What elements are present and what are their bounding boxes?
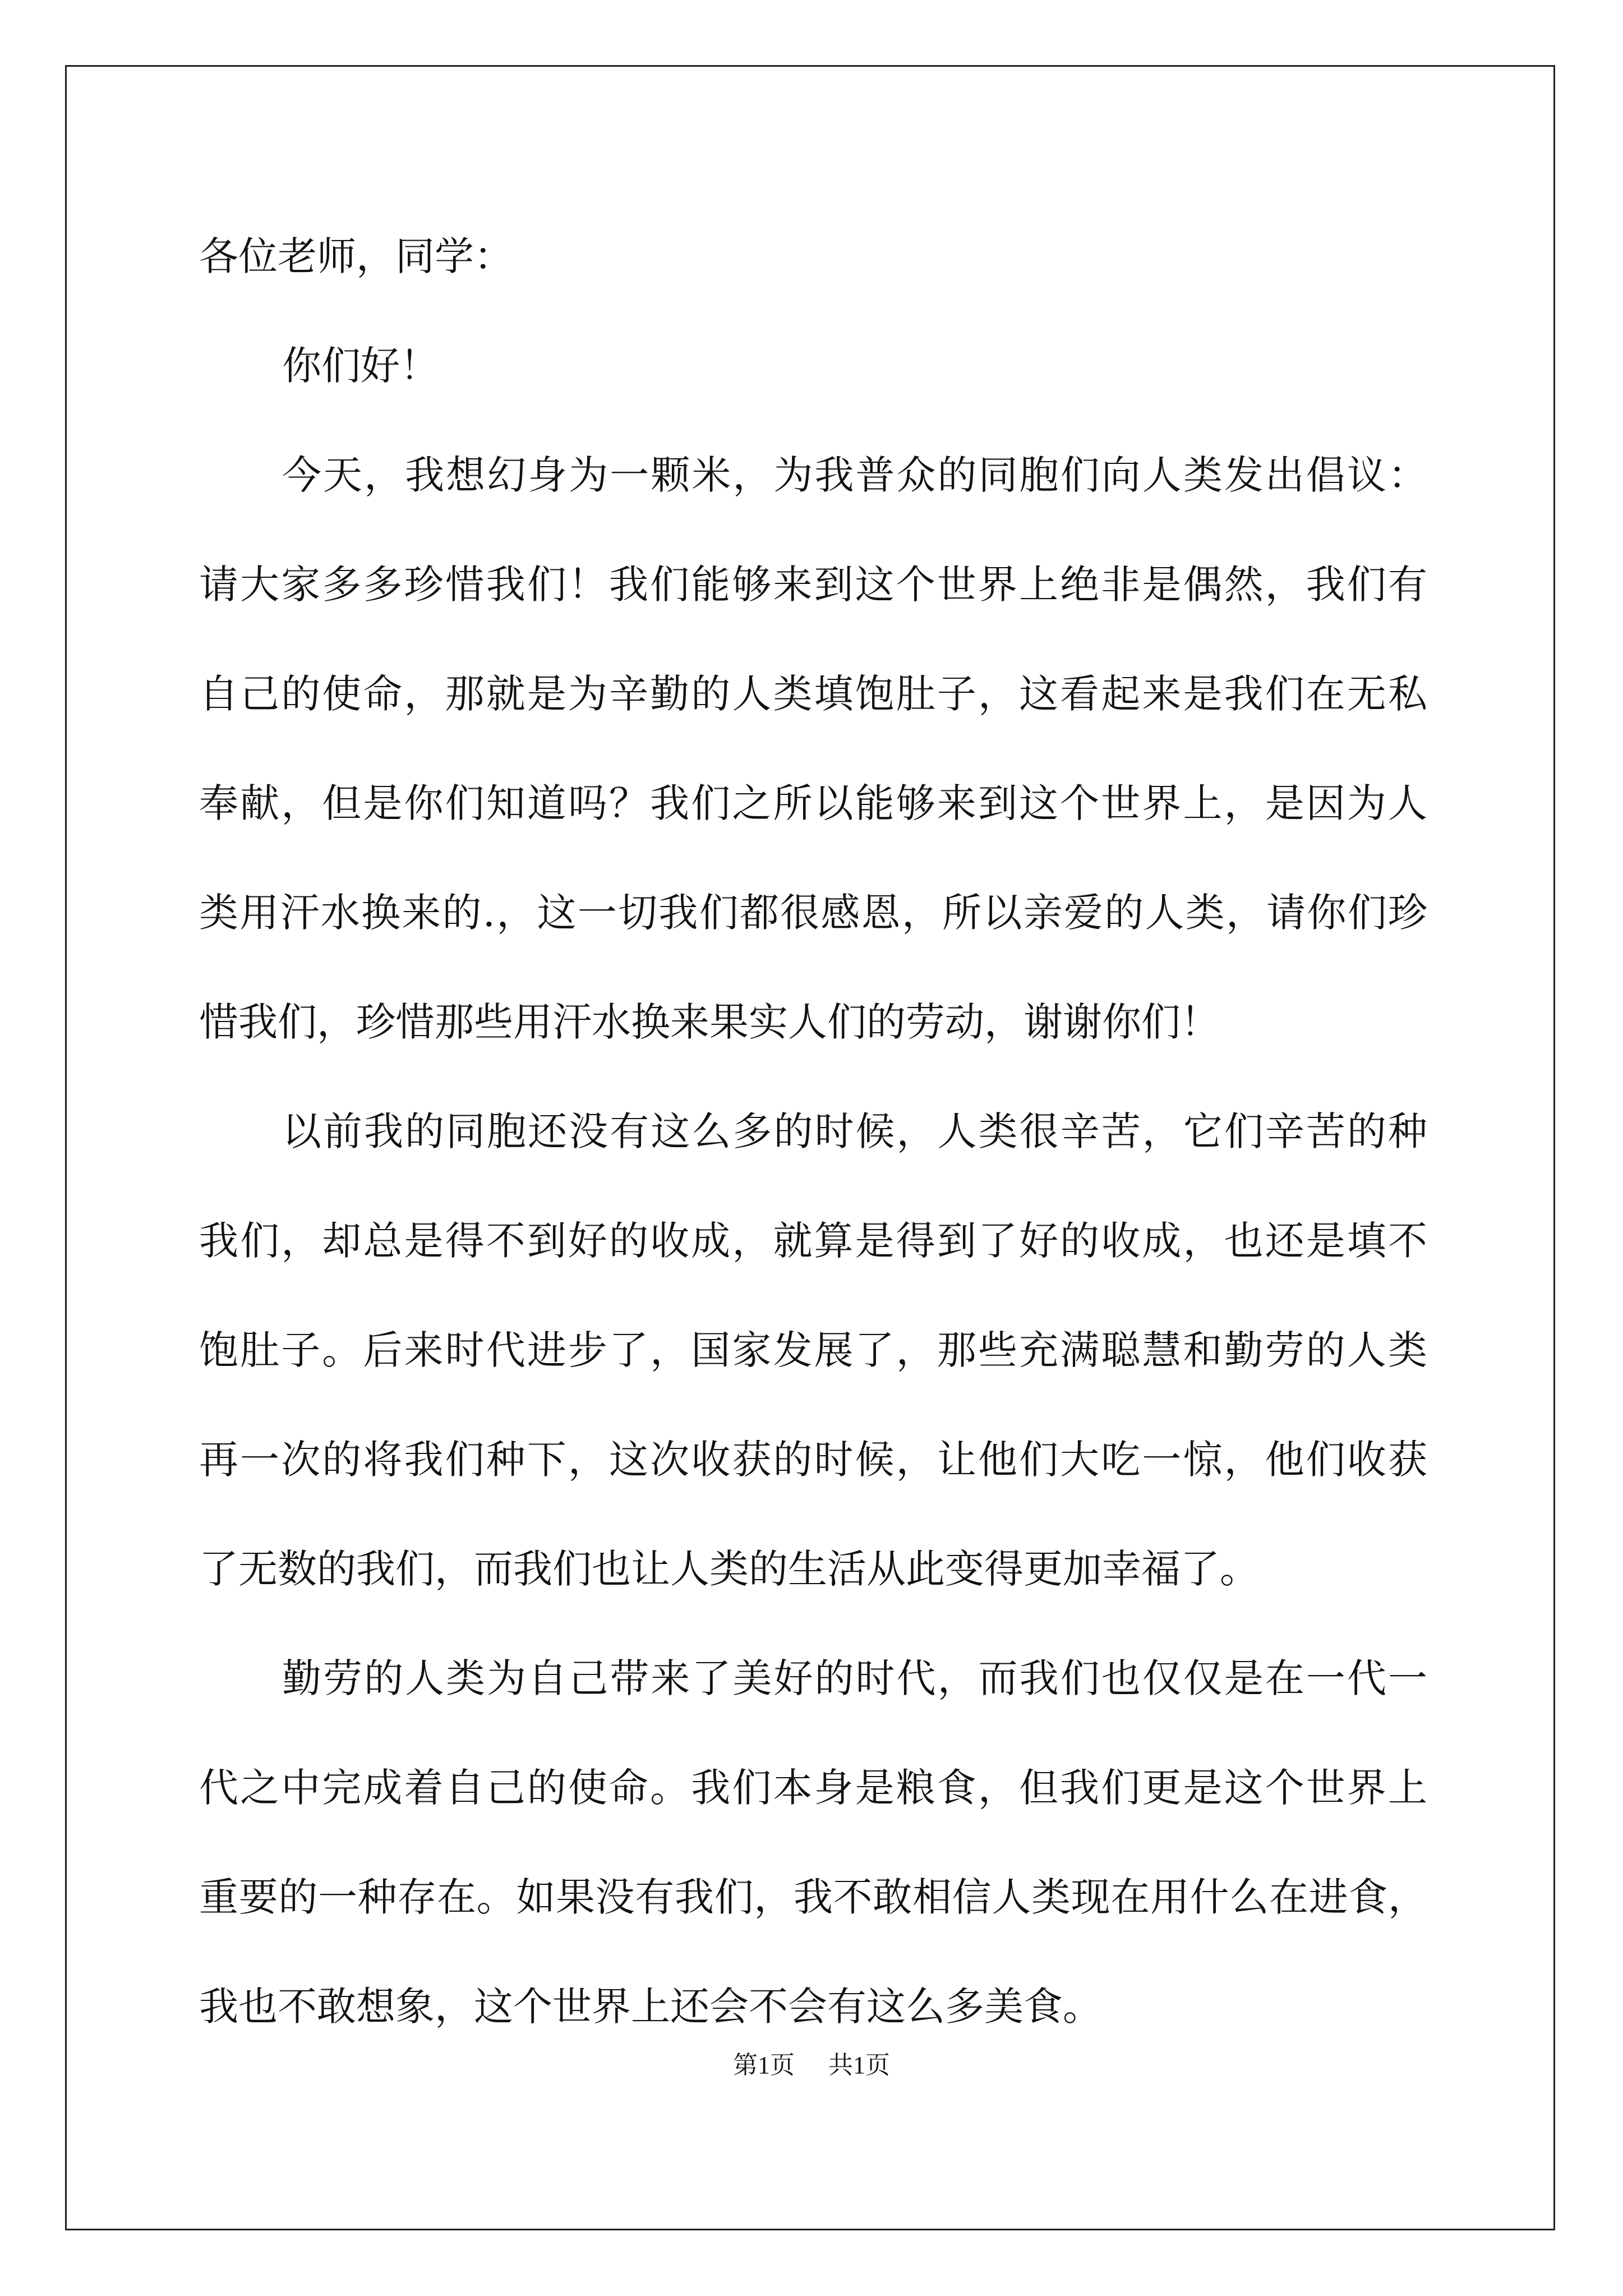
document-body [199,202,1427,2062]
page-number: 第1页 [733,2051,795,2079]
paragraph-1-line: 类用汗水换来的.，这一切我们都很感恩，所以亲爱的人类，请你们珍 [199,890,1427,936]
paragraph-2-line: 了无数的我们，而我们也让人类的生活从此变得更加幸福了。 [199,1546,1259,1592]
paragraph-1-line: 今天，我想幻身为一颗米，为我普众的同胞们向人类发出倡议： [282,452,1427,498]
paragraph-1-line: 惜我们，珍惜那些用汗水换来果实人们的劳动，谢谢你们！ [199,999,1220,1045]
paragraph-3-line: 代之中完成着自己的使命。我们本身是粮食，但我们更是这个世界上 [199,1765,1427,1811]
paragraph-3-line: 重要的一种存在。如果没有我们，我不敢相信人类现在用什么在进食， [199,1874,1427,1920]
paragraph-3-line: 勤劳的人类为自己带来了美好的时代，而我们也仅仅是在一代一 [282,1655,1427,1701]
paragraph-2-line: 饱肚子。后来时代进步了，国家发展了，那些充满聪慧和勤劳的人类 [199,1327,1427,1373]
greeting: 你们好！ [282,343,439,389]
salutation: 各位老师，同学： [199,233,513,279]
paragraph-2-line: 再一次的将我们种下，这次收获的时候，让他们大吃一惊，他们收获 [199,1437,1427,1483]
paragraph-2-line: 以前我的同胞还没有这么多的时候，人类很辛苦，它们辛苦的种 [282,1108,1427,1154]
paragraph-1-line: 自己的使命，那就是为辛勤的人类填饱肚子，这看起来是我们在无私 [199,671,1427,717]
page-footer [0,2045,1623,2081]
page-total: 共1页 [828,2051,890,2079]
paragraph-1-line: 奉献，但是你们知道吗？我们之所以能够来到这个世界上，是因为人 [199,780,1427,826]
paragraph-1-line: 请大家多多珍惜我们！我们能够来到这个世界上绝非是偶然，我们有 [199,562,1427,608]
paragraph-2-line: 我们，却总是得不到好的收成，就算是得到了好的收成，也还是填不 [199,1218,1427,1264]
paragraph-3-line: 我也不敢想象，这个世界上还会不会有这么多美食。 [199,1984,1102,2030]
